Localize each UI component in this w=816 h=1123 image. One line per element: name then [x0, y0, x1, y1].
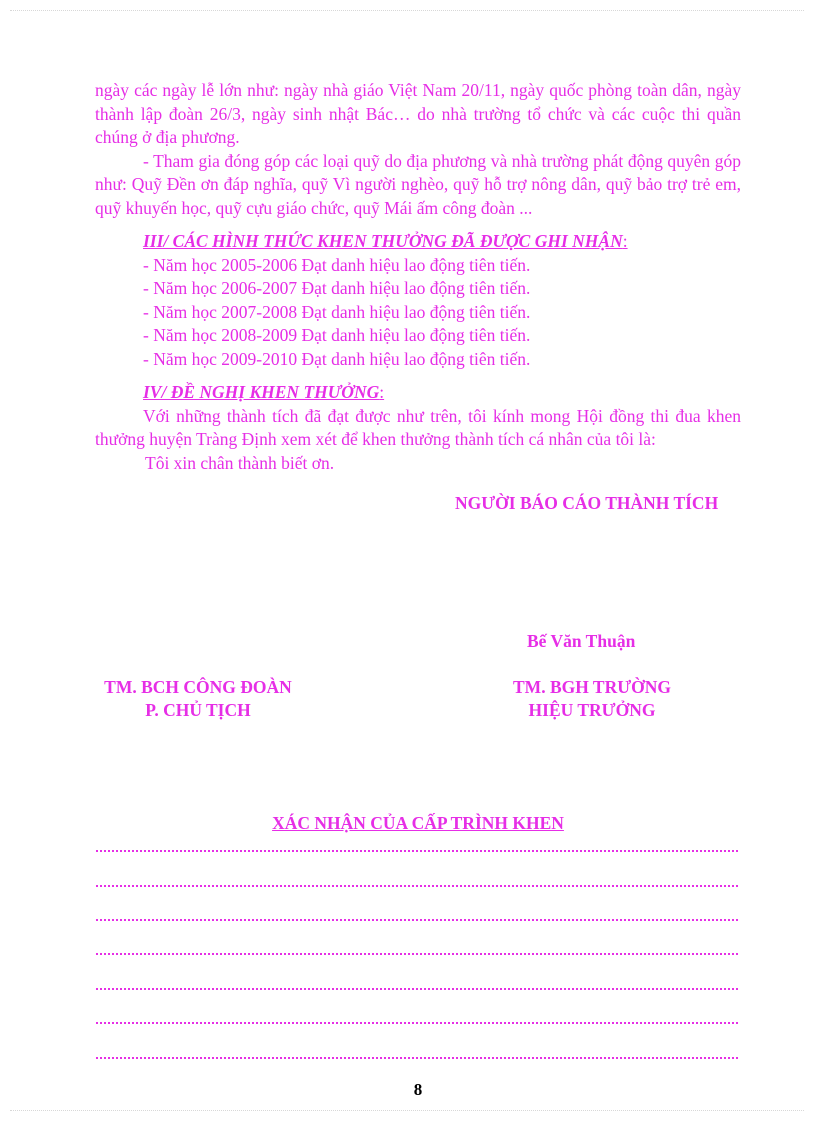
reporter-name: Bế Văn Thuận [527, 631, 636, 651]
confirmation-line [96, 951, 738, 955]
principal-signature-line1: TM. BGH TRƯỜNG [513, 677, 671, 697]
awards-list [95, 254, 741, 372]
confirmation-line [96, 848, 738, 852]
confirmation-line [96, 986, 738, 990]
principal-signature-line2: HIỆU TRƯỞNG [528, 700, 656, 720]
thanks-text: Tôi xin chân thành biết ơn. [145, 452, 335, 473]
union-signature-line2: P. CHỦ TỊCH [145, 700, 251, 720]
document-body [95, 79, 741, 475]
award-item: - Năm học 2008-2009 Đạt danh hiệu lao động tiên tiến. [143, 325, 531, 345]
section-awards-title: III/ CÁC HÌNH THỨC KHEN THƯỞNG ĐÃ ĐƯỢC GHI NHẬN: [143, 231, 628, 251]
reporter-title: NGƯỜI BÁO CÁO THÀNH TÍCH [455, 493, 719, 513]
proposal-text: Với những thành tích đã đạt được như trên, tôi kính mong Hội đồng thi đua khen thưởng huyện Tràng Định xem xét để khen thưởng thành tích cá nhân của tôi là: [95, 405, 741, 449]
union-signature-line1: TM. BCH CÔNG ĐOÀN [104, 677, 292, 697]
confirmation-line [96, 1020, 738, 1024]
award-item: - Năm học 2005-2006 Đạt danh hiệu lao động tiên tiến. [143, 254, 531, 275]
page-number: 8 [413, 1080, 423, 1099]
confirmation-line [96, 883, 738, 887]
paragraph-fund-contributions: - Tham gia đóng góp các loại quỹ do địa phương và nhà trường phát động quyên góp như: Quỹ Đền ơn đáp nghĩa, quỹ Vì người nghèo, quỹ hỗ trợ nông dân, quỹ bảo trợ trẻ em, quỹ khuyến học, quỹ cựu giáo chức, quỹ Mái ấm công đoàn ... [95, 150, 741, 218]
paragraph-activities: ngày các ngày lễ lớn như: ngày nhà giáo Việt Nam 20/11, ngày quốc phòng toàn dân, ngày thành lập đoàn 26/3, ngày sinh nhật Bác… do nhà trường tổ chức và các cuộc thi quần chúng ở địa phương. [95, 80, 741, 147]
section-proposal [95, 381, 741, 475]
principal-signature-block [492, 676, 692, 722]
award-item: - Năm học 2009-2010 Đạt danh hiệu lao động tiên tiến. [143, 348, 531, 369]
section-proposal-title: IV/ ĐỀ NGHỊ KHEN THƯỞNG: [143, 382, 385, 402]
confirmation-line [96, 917, 738, 921]
award-item: - Năm học 2007-2008 Đạt danh hiệu lao động tiên tiến. [143, 301, 531, 322]
award-item: - Năm học 2006-2007 Đạt danh hiệu lao động tiên tiến. [143, 278, 531, 298]
union-signature-block [96, 676, 300, 722]
confirmation-title: XÁC NHẬN CỦA CẤP TRÌNH KHEN [272, 813, 564, 833]
section-awards [95, 230, 741, 371]
confirmation-line [96, 1055, 738, 1059]
